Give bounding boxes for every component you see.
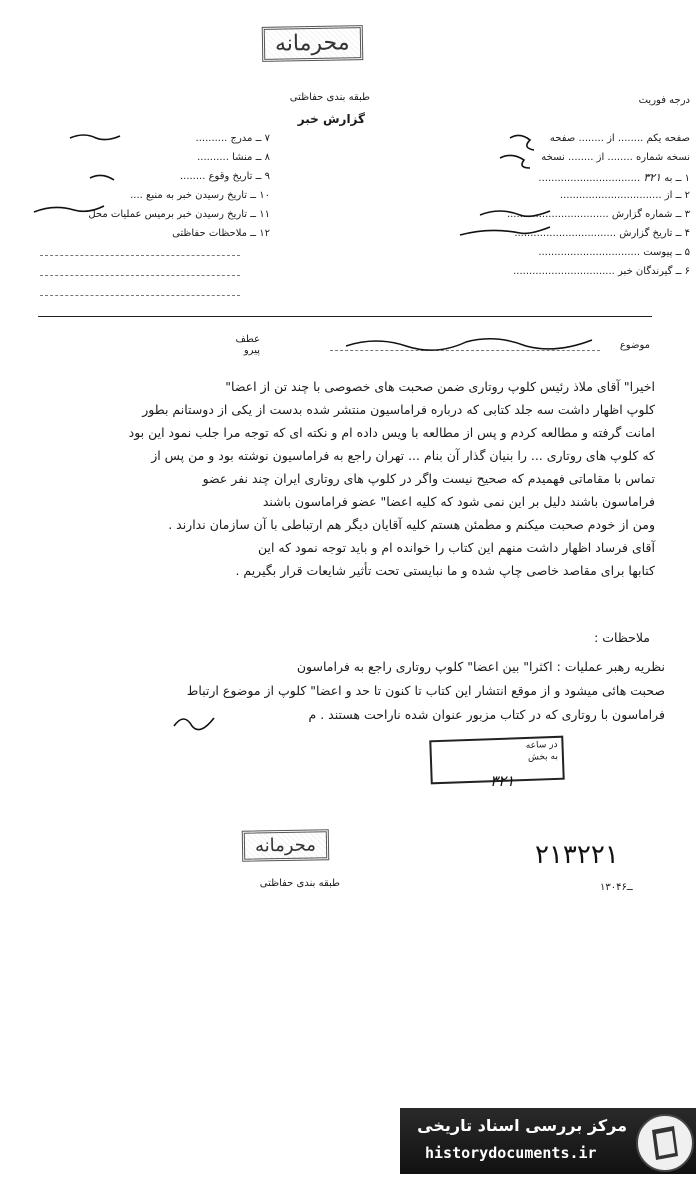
- archive-name: مرکز بررسی اسناد تاریخی: [417, 1116, 627, 1135]
- field-copy-number: نسخه شماره ........ از ........ نسخه: [541, 152, 690, 163]
- body-line: ومن از خودم صحبت میکنم و مطمئن هستم کلیه آقایان دیگر هم ارتباطی با آن سازمان ندارند .: [168, 517, 655, 532]
- receipt-time: در ساعه: [525, 739, 558, 751]
- field-occurrence-date: ۹ ــ تاریخ وقوع ........: [179, 171, 270, 182]
- body-line: کلوپ اظهار داشت سه جلد کتابی که درباره فراماسیون منتشر شده بدست از یکی از دوستانم بطور: [142, 402, 655, 417]
- side-note-follow: پیرو: [243, 345, 260, 356]
- handwritten-dates: [30, 128, 140, 218]
- field-report-number: ۳ ــ شماره گزارش ................................: [506, 209, 690, 220]
- subject-label: موضوع: [619, 340, 650, 351]
- body-line: امانت گرفته و مطالعه کردم و پس از مطالعه با ویس داده ام و نکته ای که توجه مرا جلب نمود این بود: [128, 425, 655, 440]
- body-line: فراماسون باشند دلیل بر این نمی شود که کلیه اعضا" عضو فراماسون باشند: [262, 494, 655, 509]
- field-source-date: ۱۰ ــ تاریخ رسیدن خبر به منبع ....: [130, 190, 270, 201]
- field-origin: ۸ ــ منشا ..........: [197, 152, 270, 163]
- report-title: گزارش خبر: [297, 112, 365, 126]
- evaluation-line: فراماسون با روتاری که در کتاب مزبور عنوان شده ناراحت هستند . م: [308, 707, 665, 722]
- body-line: که کلوپ های روتاری ... را بنیان گذار آن بنام ... تهران راجع به فراماسیون نوشته بود و من پس از: [151, 448, 655, 463]
- blank-line: [40, 255, 240, 256]
- evaluation-line: نظریه رهبر عملیات : اکثرا" بین اعضا" کلوپ روتاری راجع به فراماسون: [296, 659, 665, 674]
- field-security-notes: ۱۲ ــ ملاحظات حفاظتی: [172, 228, 270, 239]
- blank-line: [40, 295, 240, 296]
- body-line: تماس با مقاماتی فهمیدم که صحیح نیست واگر در کلوپ های روتاری ایران چند نفر عضو: [202, 471, 655, 486]
- evaluation-line: صحبت هائی میشود و از موقع انتشار این کتاب تا کنون تا حد و اعضا" کلوپ از موضوع ارتباط: [186, 683, 665, 698]
- confidential-stamp: [262, 25, 363, 62]
- body-line: اخیرا" آقای ملاذ رئیس کلوپ روتاری ضمن صحبت های خصوصی با چند تن از اعضا": [225, 379, 655, 394]
- field-page: صفحه یکم ........ از ........ صفحه: [549, 133, 690, 144]
- body-line: کتابها برای مقاصد خاصی چاپ شده و ما نبایستی تحت تأثیر شایعات قرار بگیریم .: [235, 563, 655, 578]
- field-from: ۲ ــ از ................................: [559, 190, 690, 201]
- remarks-label: ملاحظات :: [594, 630, 650, 645]
- form-code: ۱۳۰ــ۴۶: [600, 882, 633, 893]
- confidential-stamp-text: محرمانه: [274, 30, 350, 57]
- body-line: آقای فرساد اظهار داشت منهم این کتاب را خوانده ام و باید توجه نمود که این: [257, 540, 655, 555]
- archive-logo-icon: [636, 1114, 694, 1172]
- document-number: ۲۱۳۲۲۱: [535, 840, 619, 870]
- report-body: [50, 380, 655, 587]
- blank-line: [40, 275, 240, 276]
- initials-signature: [170, 710, 220, 734]
- field-to: ۱ ــ به ۳۲۱ ................................: [538, 171, 690, 184]
- archive-website: historydocuments.ir: [425, 1144, 597, 1162]
- receipt-number: ۳۲۱: [490, 772, 515, 790]
- bottom-stamp-text: محرمانه: [254, 834, 317, 857]
- field-attachment: ۵ ــ پیوست ................................: [538, 247, 690, 258]
- field-ops-date: ۱۱ ــ تاریخ رسیدن خبر برمیس عملیات محل: [88, 209, 270, 220]
- separator-line: [38, 316, 652, 317]
- field-recipients: ۶ ــ گیرندگان خبر ................................: [513, 266, 690, 277]
- bottom-confidential-stamp: [242, 829, 330, 862]
- evaluation-text: [50, 660, 665, 732]
- side-note: [200, 334, 260, 356]
- side-note-ref: عطف: [235, 334, 260, 345]
- receipt-section: به بخش: [527, 751, 559, 763]
- field-graded: ۷ ــ مدرج ..........: [195, 133, 270, 144]
- field-report-date: ۴ ــ تاریخ گزارش ................................: [514, 228, 690, 239]
- subject-handwriting: [340, 330, 600, 354]
- urgency-label: درجه فوریت: [638, 95, 690, 106]
- handwritten-marks: [420, 130, 570, 250]
- bottom-classification-label: طبقه بندی حفاظتی: [259, 878, 340, 889]
- classification-label: طبقه بندی حفاظتی: [289, 92, 370, 103]
